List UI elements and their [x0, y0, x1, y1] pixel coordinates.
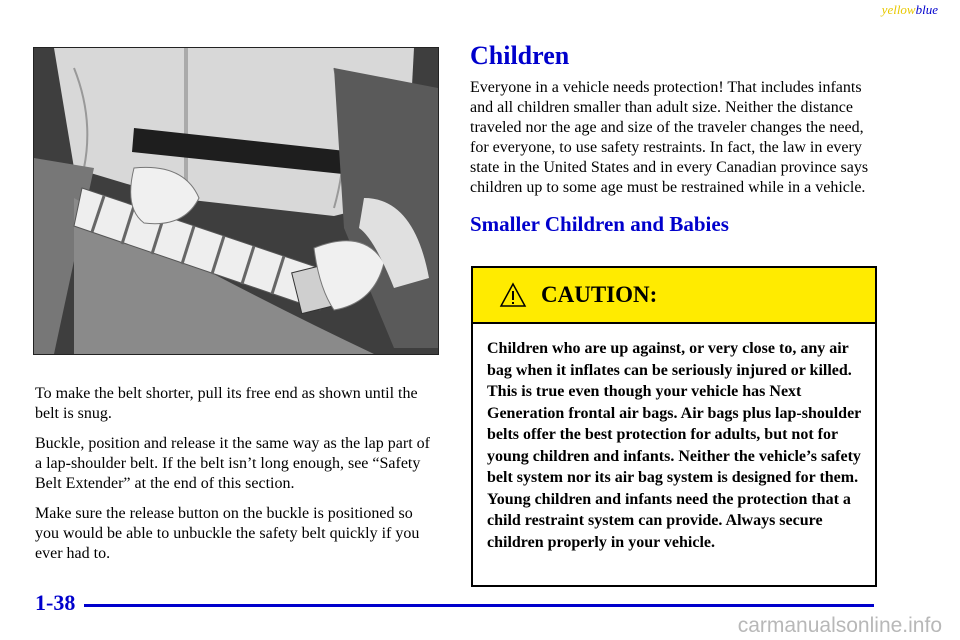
color-tag — [882, 2, 938, 18]
caution-header — [473, 268, 875, 324]
seatbelt-illustration — [33, 47, 439, 355]
paragraph-release-button: Make sure the release button on the buckle is positioned so you would be able to unbuckle the safety belt quickly if you ever had to. — [35, 505, 420, 562]
left-column — [35, 384, 437, 574]
paragraph-buckle-position: Buckle, position and release it the same way as the lap part of a lap-shoulder belt. If the belt isn’t long enough, see “Safety Belt Extender” at the end of this section. — [35, 435, 430, 492]
right-column — [470, 40, 880, 238]
section-heading-children: Children — [470, 41, 570, 70]
seatbelt-drawing — [34, 48, 438, 354]
watermark: carmanualsonline.info — [737, 614, 942, 637]
page-number: 1-38 — [35, 590, 76, 615]
caution-box — [471, 266, 877, 587]
footer-rule — [84, 604, 874, 607]
subheading-smaller-children: Smaller Children and Babies — [470, 212, 729, 236]
color-tag-yellow: yellow — [881, 2, 916, 17]
children-intro-paragraph: Everyone in a vehicle needs protection! That includes infants and all children smaller than adult size. Neither the distance traveled nor the age and size of the traveler changes the need, for everyone, to use safety restraints. In fact, the law in every state in the United States and in every Canadian province says children up to some age must be restrained while in a vehicle. — [470, 79, 869, 196]
color-tag-blue: blue — [915, 2, 938, 17]
warning-triangle-icon — [499, 282, 527, 308]
caution-text: Children who are up against, or very close to, any air bag when it inflates can be seriously injured or killed. This is true even though your vehicle has Next Generation frontal air bags. Air bags plus lap-shoulder belts offer the best protection for adults, but not for young children and infants. Neither the vehicle’s safety belt system nor its air bag system is designed for them. Young children and infants need the protection that a child restraint system can provide. Always secure children properly in your vehicle. — [487, 340, 861, 551]
paragraph-shorten-belt: To make the belt shorter, pull its free end as shown until the belt is snug. — [35, 385, 418, 422]
caution-title: CAUTION: — [541, 282, 658, 307]
